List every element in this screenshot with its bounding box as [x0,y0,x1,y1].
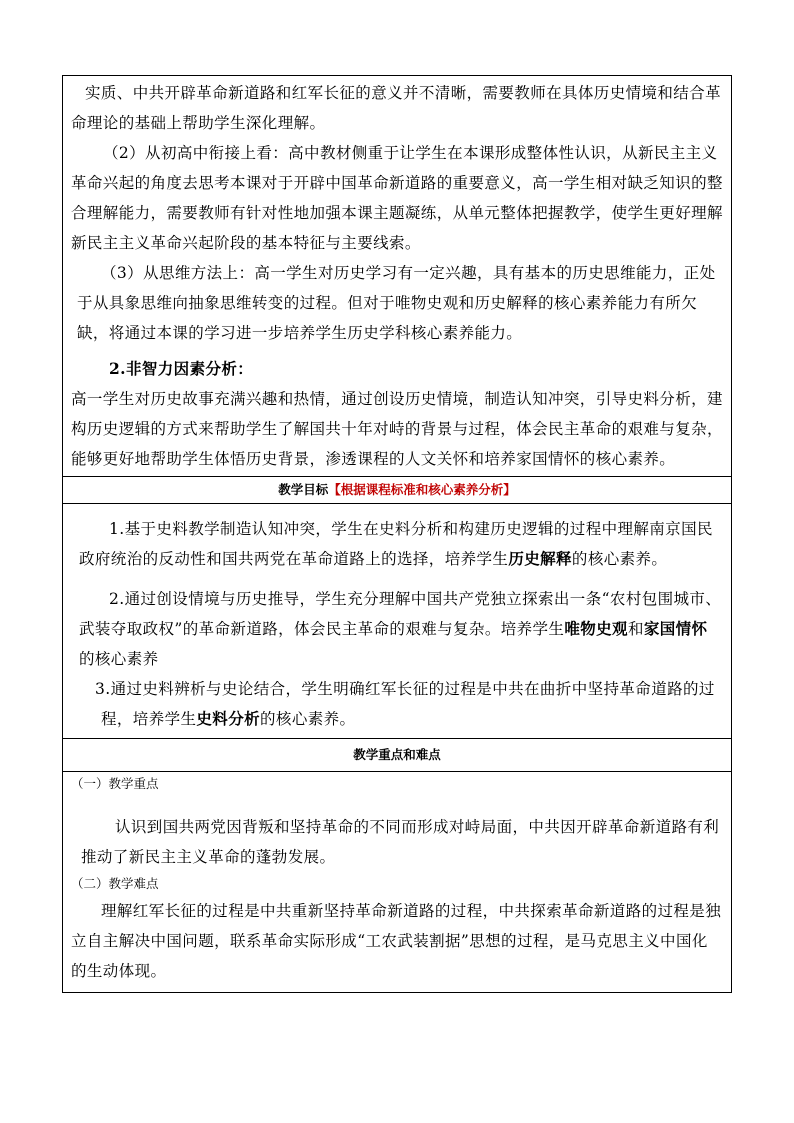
difficulty-label: （二）教学难点 [71,876,159,891]
key-points-cell [63,772,732,993]
intro-paragraph: 实质、中共开辟革命新道路和红军长征的意义并不清晰，需要教师在具体历史情境和结合革命理论的基础上帮助学生深化理解。 [71,84,722,132]
objective-2-keyword-1: 唯物史观 [564,619,628,638]
objective-3-keyword: 史料分析 [196,709,261,728]
learner-analysis-cell [63,76,732,477]
objectives-cell [63,504,732,739]
lesson-plan-table [62,75,732,993]
objectives-row [63,504,732,739]
key-point-label: （一）教学重点 [71,776,159,791]
objectives-header [63,477,732,504]
objective-item-2 [71,584,723,674]
transition-paragraph: （2）从初高中衔接上看：高中教材侧重于让学生在本课形成整体性认识，从新民主主义革命兴起的角度去思考本课对于开辟中国革命新道路的重要意义，高一学生相对缺乏知识的整合理解能力，需要教师有针对性地加强本课主题凝练，从单元整体把握教学，使学生更好理解新民主主义革命兴起阶段的基本特征与主要线索。 [71,144,723,252]
objective-2-text: 2.通过创设情境与历史推导，学生充分理解中国共产党独立探索出一条“农村包围城市、武装夺取政权”的革命新道路，体会民主革命的艰难与复杂。培养学生 [79,590,722,638]
objective-1-keyword: 历史解释 [508,549,572,568]
objective-1-suffix: 的核心素养。 [571,550,668,568]
objective-3-suffix: 的核心素养。 [260,710,356,728]
analysis-row [63,76,732,477]
difficulty-text: 理解红军长征的过程是中共重新坚持革命新道路的过程，中共探索革命新道路的过程是独立自主解决中国问题，联系革命实际形成“工农武装割据”思想的过程，是马克思主义中国化的生动体现。 [71,902,722,980]
objective-2-keyword-2: 家国情怀 [643,619,708,638]
objective-2-suffix: 的核心素养 [79,650,159,668]
non-intellectual-paragraph: 高一学生对历史故事充满兴趣和热情，通过创设历史情境，制造认知冲突，引导史料分析，建构历史逻辑的方式来帮助学生了解国共十年对峙的背景与过程，体会民主革命的艰难与复杂，能够更好地帮助学生体悟历史背景，渗透课程的人文关怀和培养家国情怀的核心素养。 [71,390,723,468]
key-point-text: 认识到国共两党因背叛和坚持革命的不同而形成对峙局面，中共因开辟革命新道路有利推动了新民主主义革命的蓬勃发展。 [81,818,720,866]
objective-item-1 [71,514,723,574]
objectives-title: 教学目标 [278,482,329,497]
objective-2-conjunction: 和 [627,620,644,638]
key-points-row [63,772,732,993]
objective-item-3 [71,674,723,734]
objectives-note: 【根据课程标准和核心素养分析】 [328,482,516,497]
thinking-method-paragraph: （3）从思维方法上：高一学生对历史学习有一定兴趣，具有基本的历史思维能力，正处于从具象思维向抽象思维转变的过程。但对于唯物史观和历史解释的核心素养能力有所欠缺，将通过本课的学习进一步培养学生历史学科核心素养能力。 [77,264,716,342]
objectives-header-row [63,477,732,504]
key-points-header: 教学重点和难点 [63,739,732,772]
objective-1-text: 1.基于史料教学制造认知冲突，学生在史料分析和构建历史逻辑的过程中理解南京国民政府统治的反动性和国共两党在革命道路上的选择，培养学生 [79,520,713,568]
non-intellectual-heading: 2.非智力因素分析： [109,359,254,378]
objective-3-text: 3.通过史料辨析与史论结合，学生明确红军长征的过程是中共在曲折中坚持革命道路的过程，培养学生 [95,680,715,728]
key-points-header-row [63,739,732,772]
